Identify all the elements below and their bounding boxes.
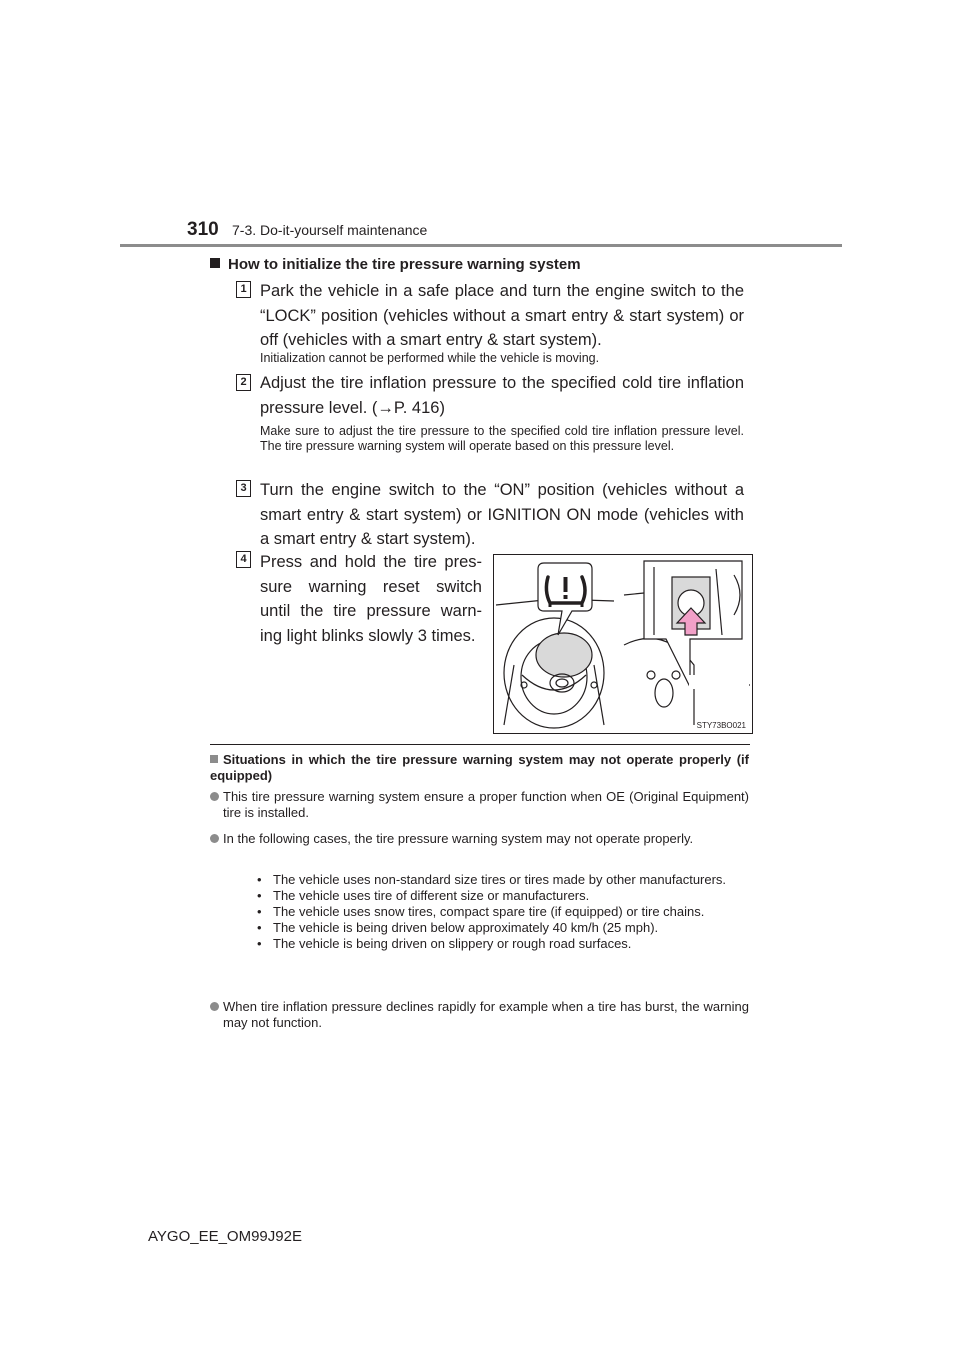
square-bullet-icon	[210, 755, 218, 763]
dashboard-drawing	[494, 555, 752, 733]
step-4-line: until the tire pressure warn-	[260, 602, 482, 620]
square-bullet-icon	[210, 258, 220, 268]
step-badge-4: 4	[236, 551, 251, 568]
illustration-code: STY73BO021	[696, 721, 746, 730]
procedure-title: How to initialize the tire pressure warning system	[228, 256, 581, 273]
bullet-dot-icon	[210, 792, 219, 801]
step-badge-1: 1	[236, 281, 251, 298]
cases-list	[257, 872, 749, 952]
info-heading	[210, 752, 749, 784]
step-2-note: Make sure to adjust the tire pressure to the specified cold tire inflation pressure level. The tire pressure warning system will operate based on this pressure level.	[260, 424, 744, 453]
info-bullet-2-text: In the following cases, the tire pressure warning system may not operate properly.	[223, 831, 694, 846]
list-item: • The vehicle uses non-standard size tires or tires made by other manufacturers.	[257, 872, 727, 887]
info-bullet-1-text: This tire pressure warning system ensure a proper function when OE (Original Equipment) tire is installed.	[223, 789, 749, 820]
step-1-note: Initialization cannot be performed while the vehicle is moving.	[260, 351, 600, 365]
step-4-line: ing light blinks slowly 3 times.	[260, 626, 476, 645]
info-heading-text: Situations in which the tire pressure warning system may not operate properly (if equipped)	[210, 752, 749, 783]
header-rule	[120, 244, 842, 247]
step-4-text	[260, 550, 482, 648]
list-item: • The vehicle is being driven on slippery or rough road surfaces.	[257, 936, 632, 951]
info-bullet-3	[210, 999, 749, 1031]
section-divider	[210, 744, 750, 745]
case-text: The vehicle uses non-standard size tires or tires made by other manufacturers.	[273, 872, 727, 887]
step-4-line: Press and hold the tire pres-	[260, 553, 482, 571]
section-title: 7-3. Do-it-yourself maintenance	[232, 222, 428, 238]
info-bullet-1	[210, 789, 749, 821]
page-number: 310	[187, 219, 219, 240]
procedure-heading	[210, 256, 581, 273]
case-text: The vehicle is being driven on slippery or rough road surfaces.	[273, 936, 632, 951]
bullet-dot-icon	[210, 834, 219, 843]
list-item: • The vehicle is being driven below approximately 40 km/h (25 mph).	[257, 920, 659, 935]
step-3-text: Turn the engine switch to the “ON” position (vehicles without a smart entry & start system) or IGNITION ON mode (vehicles with a smart entry & start system).	[260, 481, 744, 548]
dashboard-illustration	[493, 554, 753, 734]
list-item: • The vehicle uses tire of different size or manufacturers.	[257, 888, 590, 903]
case-text: The vehicle is being driven below approximately 40 km/h (25 mph).	[273, 920, 659, 935]
step-1-text: Park the vehicle in a safe place and turn the engine switch to the “LOCK” position (vehicles without a smart entry & start system) or off (vehicles with a smart entry & start system).	[260, 282, 744, 349]
info-bullet-2	[210, 831, 749, 847]
bullet-dot-icon	[210, 1002, 219, 1011]
step-4-line: sure warning reset switch	[260, 577, 482, 596]
list-item: • The vehicle uses snow tires, compact spare tire (if equipped) or tire chains.	[257, 904, 705, 919]
step-badge-2: 2	[236, 374, 251, 391]
step-badge-3: 3	[236, 480, 251, 497]
document-code: AYGO_EE_OM99J92E	[148, 1228, 302, 1245]
case-text: The vehicle uses snow tires, compact spare tire (if equipped) or tire chains.	[273, 904, 705, 919]
case-text: The vehicle uses tire of different size or manufacturers.	[273, 888, 590, 903]
step-2-text: Adjust the tire inflation pressure to the specified cold tire inflation pressure level. (→P. 416)	[260, 374, 744, 417]
info-bullet-3-text: When tire inflation pressure declines rapidly for example when a tire has burst, the warning may not function.	[223, 999, 749, 1030]
